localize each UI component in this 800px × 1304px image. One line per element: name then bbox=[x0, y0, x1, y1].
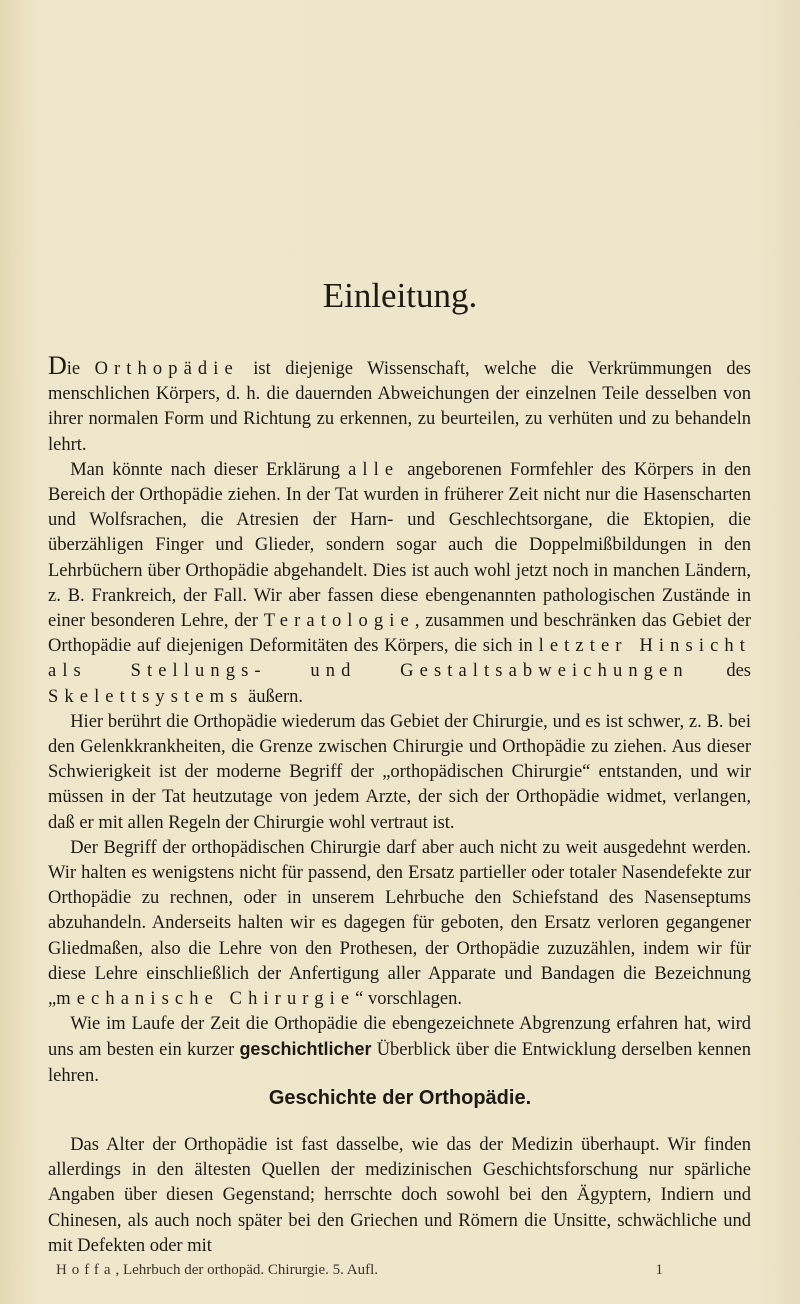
paragraph-definition: Die Orthopädie ist diejenige Wissenschaft, welche die Verkrümmungen des menschlichen Körpers, d. h. die dauernden Abweichungen der einzelnen Teile desselben von ihrer normalen Form und Richtung zu erkennen, zu beurteilen, zu verhüten und zu behandeln lehrt. bbox=[48, 351, 751, 455]
spaced-term-orthopaedie: Orthopädie bbox=[94, 359, 239, 379]
drop-cap: D bbox=[48, 351, 67, 380]
bold-term-geschichtlicher: geschichtlicher bbox=[239, 1039, 372, 1060]
section-heading: Geschichte der Orthopädie. bbox=[268, 1087, 532, 1109]
page-title: Einleitung. bbox=[322, 276, 478, 315]
footer-citation bbox=[48, 1260, 378, 1280]
footer-author: Hoffa bbox=[56, 1262, 116, 1278]
paragraph-history: Das Alter der Orthopädie ist fast dasselbe, wie das der Medizin überhaupt. Wir finden allerdings in den ältesten Quellen der medizinischen Geschichtsforschung nur spärliche Angaben über diesen Gegenstand; herrschte doch sowohl bei den Ägyptern, Indiern und Chinesen, als auch noch später bei den Griechen und Römern die Unsitte, schwächliche und mit Defekten oder mit bbox=[48, 1135, 751, 1256]
spaced-term-hinsicht: letzter Hinsicht als Stellungs- und Gestaltsabweichungen bbox=[48, 636, 751, 682]
footer-book: , Lehrbuch der orthopäd. Chirurgie. 5. Aufl. bbox=[115, 1262, 379, 1278]
spaced-term-mechanische-chirurgie: mechanische Chirurgie bbox=[56, 989, 356, 1010]
paragraph-ueberblick: Wie im Laufe der Zeit die Orthopädie die ebengezeichnete Abgrenzung erfahren hat, wird uns am besten ein kurzer geschichtlicher Überblick über die Entwicklung derselben kennen lehren. bbox=[48, 1014, 751, 1086]
sheet-number: 1 bbox=[655, 1262, 663, 1278]
spaced-term-alle: alle bbox=[348, 459, 400, 480]
history-text bbox=[48, 1133, 751, 1259]
paragraph-scope: Man könnte nach dieser Erklärung alle angeborenen Formfehler des Körpers in den Bereich der Orthopädie ziehen. In der Tat wurden in früherer Zeit nicht nur die Hasenscharten und Wolfsrachen, die Atresien der Harn- und Geschlechtsorgane, die Ektopien, die überzähligen Finger und Glieder, sondern sogar auch die Doppelmißbildungen in den Lehrbüchern über Orthopädie abgehandelt. Dies ist auch wohl jetzt noch in manchen Ländern, z. B. Frankreich, der Fall. Wir aber fassen diese ebengenannten pathologischen Zustände in einer besonderen Lehre, der Teratologie, zusammen und beschränken das Gebiet der Orthopädie auf diejenigen Deformitäten des Körpers, die sich in letzter Hinsicht als Stellungs- und Gestaltsabweichungen des Skelettsystems äußern. bbox=[48, 459, 751, 707]
paragraph-chirurgie: Hier berührt die Orthopädie wiederum das Gebiet der Chirurgie, und es ist schwer, z. B. bei den Gelenkkrankheiten, die Grenze zwischen Chirurgie und Orthopädie zu ziehen. Aus dieser Schwierigkeit ist der moderne Begriff der „orthopädischen Chirurgie“ entstanden, und wir müssen in der Tat heutzutage von jedem Arzte, der sich der Orthopädie widmet, verlangen, daß er mit allen Regeln der Chirurgie wohl vertraut ist. bbox=[48, 711, 751, 833]
paragraph-begriff: Der Begriff der orthopädischen Chirurgie darf aber auch nicht zu weit ausgedehnt werden. Wir halten es wenigstens nicht für passend, den Ersatz partieller oder totaler Nasendefekte zur Orthopädie zu rechnen, oder in unserem Lehrbuche den Schiefstand des Nasenseptums abzuhandeln. Anderseits halten wir es dagegen für geboten, den Ersatz verloren gegangener Gliedmaßen, also die Lehre von den Prothesen, der Orthopädie zuzuzählen, indem wir für diese Lehre einschließlich der Anfertigung aller Apparate und Bandagen die Bezeichnung „mechanische Chirurgie“ vorschlagen. bbox=[48, 837, 751, 1010]
page-footer bbox=[48, 1260, 751, 1280]
introduction-text bbox=[48, 351, 751, 1089]
spaced-term-skelettsystem: Skelettsystems bbox=[48, 686, 244, 707]
spaced-term-teratologie: Teratologie bbox=[263, 611, 415, 632]
